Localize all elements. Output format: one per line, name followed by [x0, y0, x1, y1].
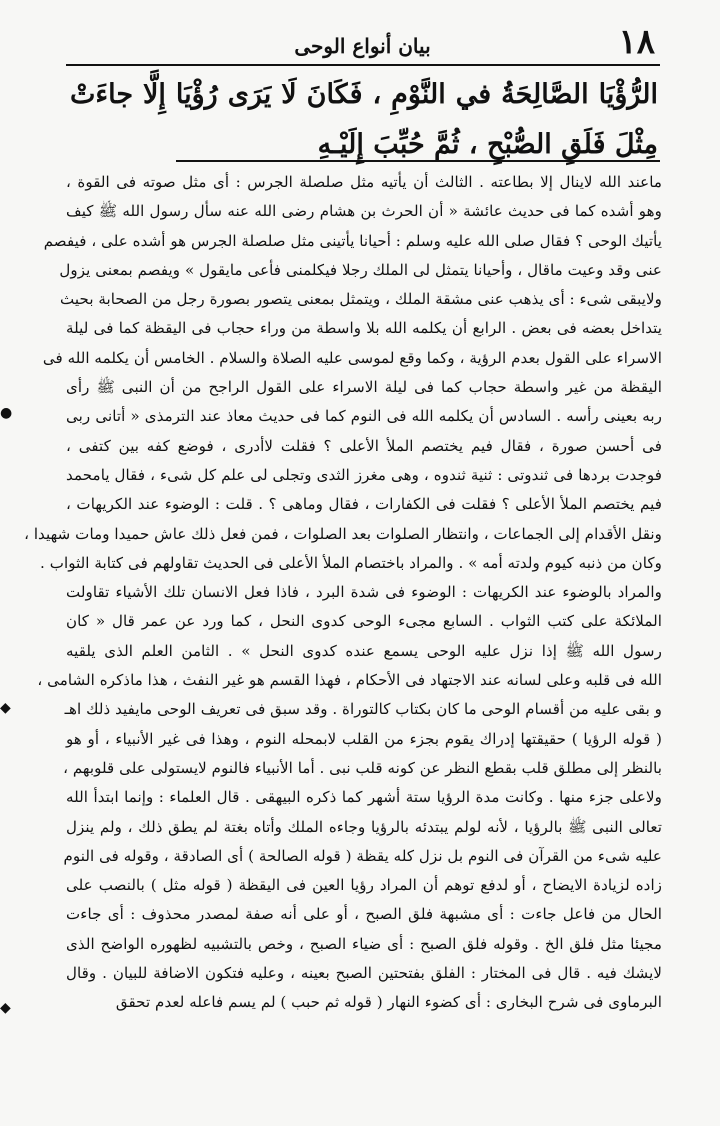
- text-line: تعالى النبى ﷺ بالرؤيا ، لأنه لولم يبتدئه بالرؤيا وجاءه الملك وأتاه بغتة لم يطق ذلك ، ولم ينزل: [66, 817, 662, 836]
- text-line: ونقل الأقدام إلى الجماعات ، وانتظار الصلوات بعد الصلوات ، فمن فعل ذلك عاش حميدا ومات شهيدا ،: [24, 524, 662, 543]
- text-line: وهو أشده كما فى حديث عائشة « أن الحرث بن هشام رضى الله عنه سأل رسول الله ﷺ كيف: [66, 202, 662, 221]
- text-line: فيم يختصم الملأ الأعلى ؟ فقلت فى الكفارات ، فقال وماهى ؟ . قلت : الوضوء عند الكريهات ،: [66, 495, 662, 514]
- text-line: ماعند الله لاينال إلا بطاعته . الثالث أن يأتيه مثل صلصلة الجرس : أى مثل صوته فى القوة ،: [66, 173, 662, 191]
- text-line: لايشك فيه . قال فى المختار : الفلق بفتحتين الصبح بعينه ، وعليه فتكون الاضافة للبيان . وقال: [66, 964, 662, 983]
- text-line: ( قوله الرؤيا ) حقيقتها إدراك يقوم بجزء من القلب لابمحله النوم ، وهذا فى غير الأنبياء ، أو هو: [66, 729, 662, 748]
- text-line: الله فى قلبه وعلى لسانه عند الاجتهاد فى الأحكام ، فهذا القسم هو غير النفث ، هذا ماذكره الشامى ،: [37, 671, 662, 690]
- quote-divider-rule: [176, 160, 660, 162]
- text-line: وكان من ذنبه كيوم ولدته أمه » . والمراد باختصام الملأ الأعلى فى الحديث تقاولهم فى كتابة الثواب .: [40, 553, 662, 572]
- margin-mark-icon: ◆: [0, 700, 11, 716]
- text-line: بالنظر إلى مطلق قلب بقطع النظر عن كونه قلب نبى . أما الأنبياء فالنوم لايستولى على قلوبهم ،: [63, 758, 662, 777]
- text-line: فوجدت بردها فى ثندوتى : ثنية ثندوه ، وهى مغرز الثدى وتجلى لى علم كل شىء ، فقال يامحمد: [66, 465, 662, 484]
- margin-mark-icon: ●: [0, 405, 13, 421]
- text-line: اليقظة من غير واسطة حجاب كما فى ليلة الاسراء على القول الراجح من أن النبى ﷺ رأى: [66, 378, 662, 397]
- text-line: الاسراء على القول بعدم الرؤية ، وكما وقع لموسى عليه الصلاة والسلام . الخامس أن يكلمه الله فى: [42, 348, 662, 367]
- text-line: زاده لزيادة الايضاح ، أو لدفع توهم أن المراد رؤيا العين فى اليقظة ( قوله مثل ) بالنصب على: [66, 876, 662, 895]
- text-line: عليه شىء من القرآن فى النوم بل نزل كله يقظة ( قوله الصالحة ) أى الصادقة ، وقوله فى النوم: [63, 846, 662, 865]
- hadith-quote: الرُّؤْيَا الصَّالِحَةُ في النَّوْمِ ، فَكَانَ لَا يَرَى رُؤْيَا إِلَّا جاءَتْ مِثْلَ فَلَقِ الصُّبْحِ ، ثُمَّ حُبِّبَ إِلَيْـهِ: [70, 79, 658, 160]
- header-rule: [66, 64, 660, 66]
- text-line: مجيئا مثل فلق الخ . وقوله فلق الصبح : أى ضياء الصبح ، وخص بالتشبيه لظهوره الواضح الذى: [66, 934, 662, 953]
- text-line: رسول الله ﷺ إذا نزل عليه الوحى يسمع عنده كدوى النحل » . الثامن العلم الذى يلقيه: [66, 641, 662, 660]
- commentary-text: [24, 168, 662, 1018]
- text-line: والمراد بالوضوء عند الكريهات : الوضوء فى شدة البرد ، فاذا فعل الانسان تلك الأشياء تقاولت: [66, 583, 662, 602]
- page-header: [70, 22, 655, 66]
- text-line: ربه بعينى رأسه . السادس أن يكلمه الله فى النوم كما فى حديث معاذ عند الترمذى « أتانى ربى: [66, 407, 662, 426]
- text-line: فى أحسن صورة ، فقال فيم يختصم الملأ الأعلى ؟ فقلت لاأدرى ، فوضع كفه بين كتفى ،: [66, 436, 662, 455]
- text-line: يأتيك الوحى ؟ فقال صلى الله عليه وسلم : أحيانا يأتينى مثل صلصلة الجرس هو أشده على ، فيفصم: [43, 231, 662, 250]
- text-line: عنى وقد وعيت ماقال ، وأحيانا يتمثل لى الملك رجلا فيكلمنى فأعى مايقول » ويفصم بمعنى يزول: [59, 260, 662, 279]
- text-line: الملائكة على كتب الثواب . السابع مجىء الوحى كدوى النحل ، كما ورد عن عمر قال « كان: [66, 612, 662, 631]
- text-line: و بقى عليه من أقسام الوحى ما كان بكتاب كالتوراة . وقد سبق فى تعريف الوحى مايفيد ذلك اهـ: [64, 700, 662, 719]
- text-line: الحال من فاعل جاءت : أى مشبهة فلق الصبح ، أو على أنه صفة لمصدر محذوف : أى جاءت: [66, 905, 662, 924]
- text-line: البرماوى فى شرح البخارى : أى كضوء النهار ( قوله ثم حبب ) لم يسم فاعله لعدم تحقق: [115, 993, 662, 1012]
- page-number: ١٨: [618, 22, 655, 62]
- text-line: ولاعلى جزء منها . وكانت مدة الرؤيا ستة أشهر كما ذكره البيهقى . قال العلماء : وإنما ابتدأ الله: [66, 788, 662, 807]
- text-line: ولايبقى شىء : أى يذهب عنى مشقة الملك ، ويتمثل بمعنى يتصور بصورة رجل من الصحابة بحيث: [60, 290, 662, 309]
- text-line: يتداخل بعضه فى بعض . الرابع أن يكلمه الله بلا واسطة من وراء حجاب فى اليقظة كما فى ليلة: [66, 319, 662, 338]
- running-title: بيان أنواع الوحى: [294, 34, 431, 58]
- margin-mark-icon: ◆: [0, 1000, 11, 1016]
